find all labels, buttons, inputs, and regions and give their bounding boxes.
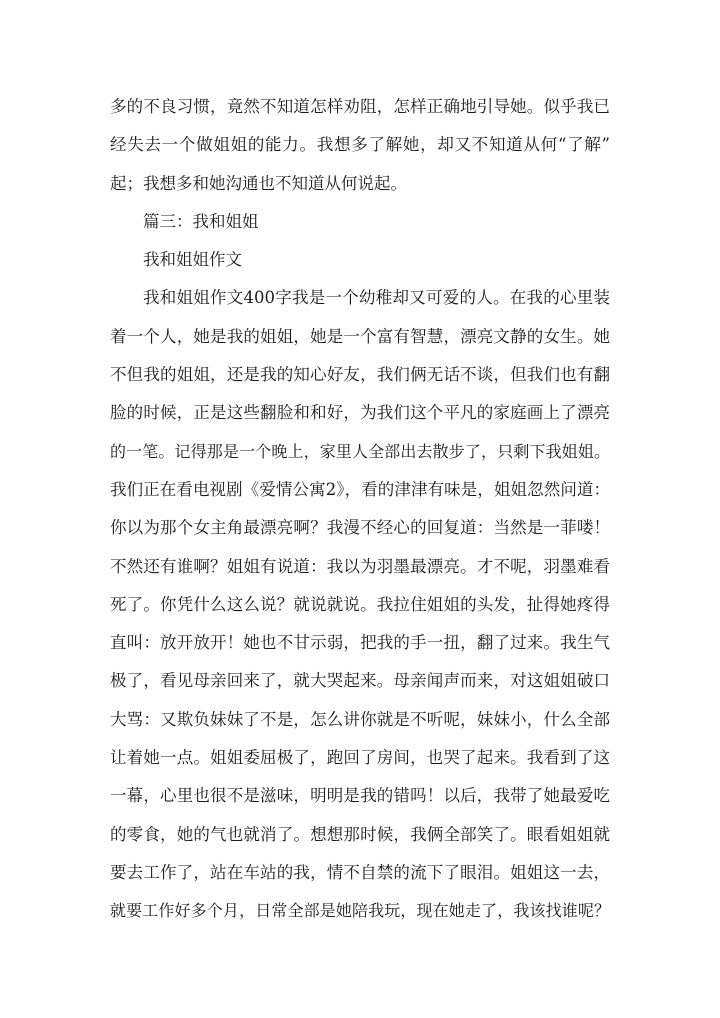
text-line: 起；我想多和她沟通也不知道从何说起。 [110,173,407,193]
section-heading: 篇三：我和姐姐 [143,211,259,231]
text-line: 死了。你凭什么这么说？就说就说。我拉住姐姐的头发，扯得她疼得 [110,594,610,614]
text-line: 的零食，她的气也就消了。想想那时候，我俩全部笑了。眼看姐姐就 [110,824,610,844]
text-line: 就要工作好多个月，日常全部是她陪我玩，现在她走了，我该找谁呢？ [110,901,610,921]
text-line: 我和姐姐作文400字我是一个幼稚却又可爱的人。在我的心里装 [143,288,610,308]
text-line: 让着她一点。姐姐委屈极了，跑回了房间，也哭了起来。我看到了这 [110,748,610,768]
text-line: 一幕，心里也很不是滋味，明明是我的错吗！以后，我带了她最爱吃 [110,786,610,806]
text-line: 我们正在看电视剧《爱情公寓2》，看的津津有味是，姐姐忽然问道： [110,479,610,499]
text-line: 着一个人，她是我的姐姐，她是一个富有智慧，漂亮文静的女生。她 [110,326,610,346]
article-title: 我和姐姐作文 [143,250,242,270]
text-line: 的一笔。记得那是一个晚上，家里人全部出去散步了，只剩下我姐姐。 [110,441,610,461]
text-line: 多的不良习惯，竟然不知道怎样劝阻，怎样正确地引导她。似乎我已 [110,97,610,116]
text-line: 大骂：又欺负妹妹了不是，怎么讲你就是不听呢，妹妹小，什么全部 [110,709,610,729]
text-line: 极了，看见母亲回来了，就大哭起来。母亲闻声而来，对这姐姐破口 [110,671,610,691]
text-line: 要去工作了，站在车站的我，情不自禁的流下了眼泪。姐姐这一去， [110,862,610,882]
text-line: 你以为那个女主角最漂亮啊？我漫不经心的回复道：当然是一菲喽！ [110,518,610,538]
text-line: 经失去一个做姐姐的能力。我想多了解她，却又不知道从何“了解” [110,135,610,155]
text-line: 不然还有谁啊？姐姐有说道：我以为羽墨最漂亮。才不呢，羽墨难看 [110,556,610,576]
text-line: 不但我的姐姐，还是我的知心好友，我们俩无话不谈，但我们也有翻 [110,365,610,385]
document-body [110,88,610,931]
text-line: 直叫：放开放开！她也不甘示弱，把我的手一扭，翻了过来。我生气 [110,633,610,653]
text-line: 脸的时候，正是这些翻脸和和好，为我们这个平凡的家庭画上了漂亮 [110,403,610,423]
